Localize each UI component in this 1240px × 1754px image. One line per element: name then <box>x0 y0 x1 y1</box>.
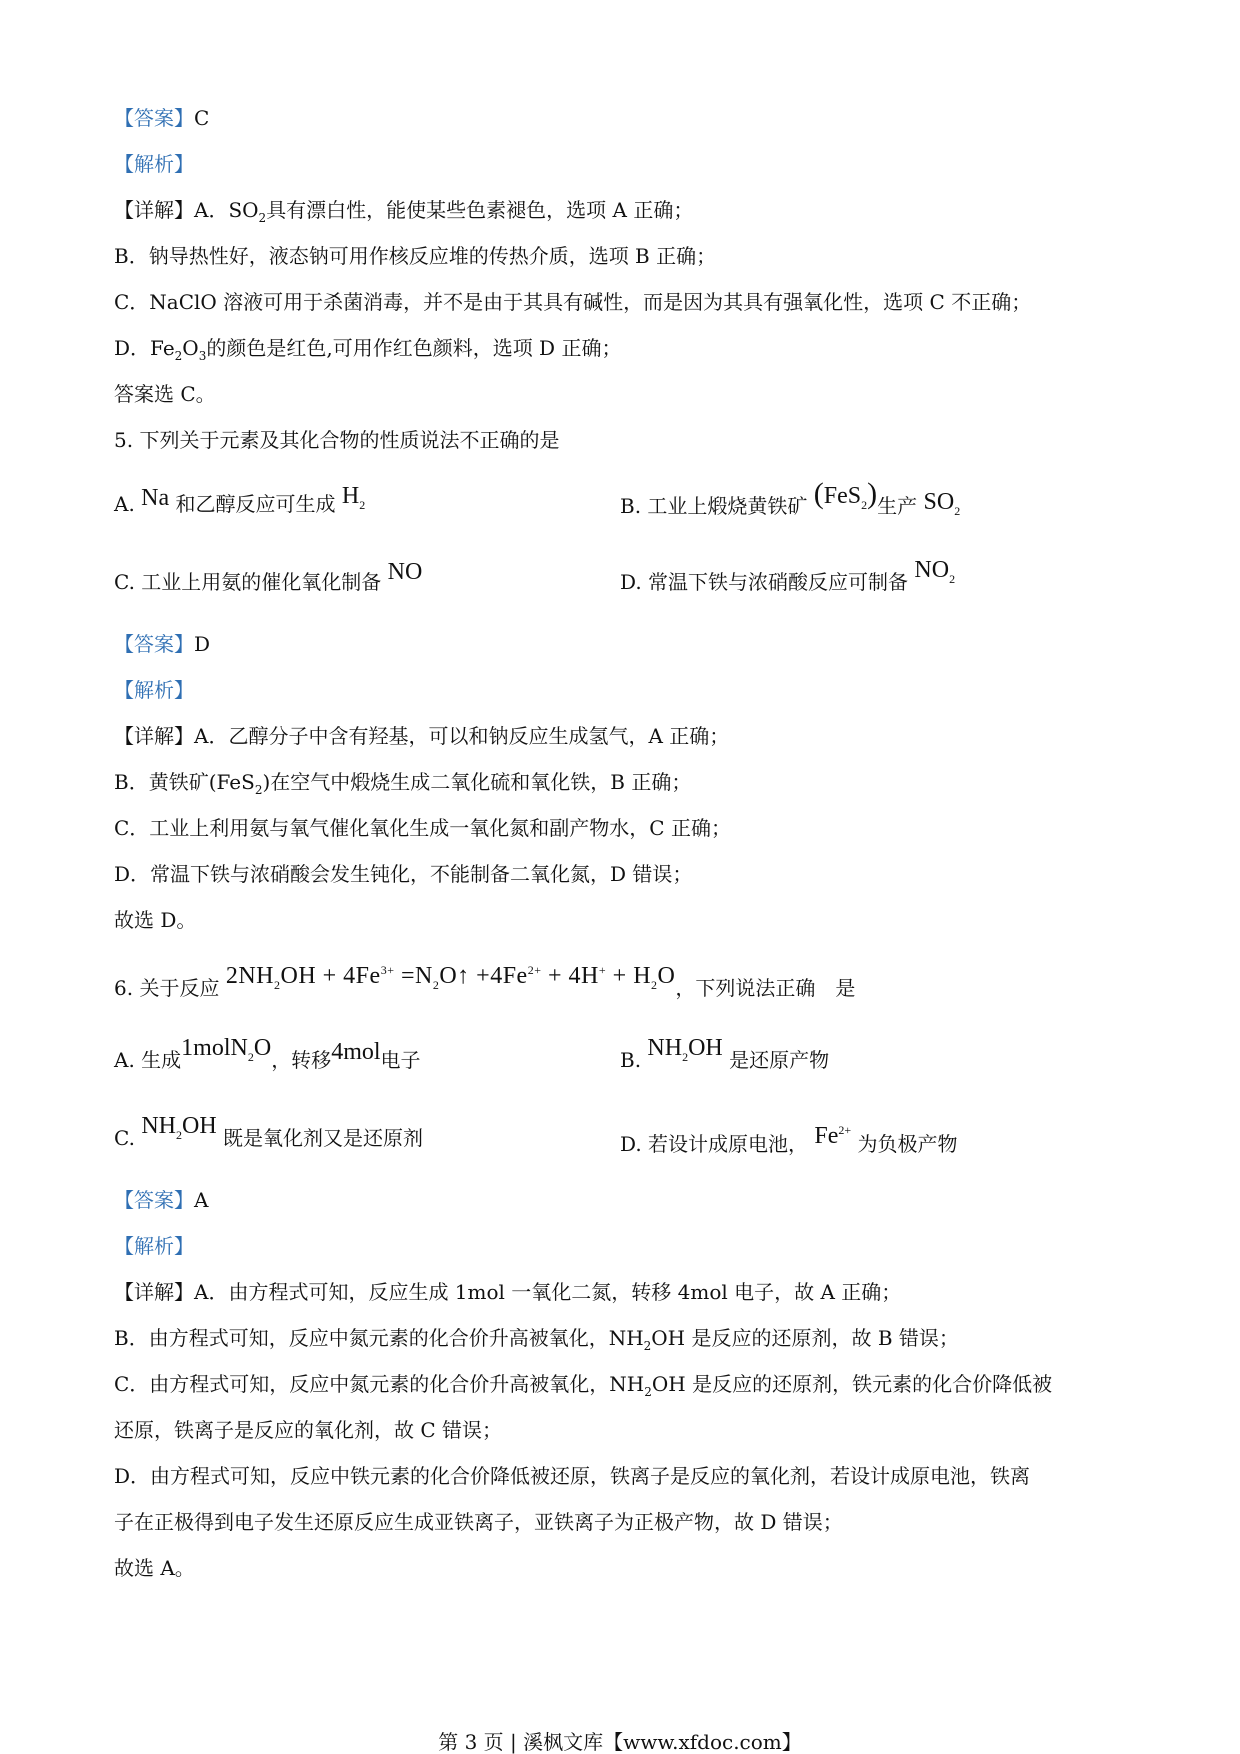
answer-value: A <box>194 1188 209 1212</box>
q4-detail-c: C．NaClO 溶液可用于杀菌消毒，并不是由于其具有碱性，而是因为其具有强氧化性，选项 C 不正确； <box>114 290 1032 314</box>
q5-option-d: D. 常温下铁与浓硝酸反应可制备 $NO_2$ <box>620 557 956 594</box>
q4-detail-a: 【详解】A．$SO_2$具有漂白性，能使某些色素褪色，选项 A 正确； <box>114 198 694 225</box>
q4-answer-line <box>114 104 209 132</box>
q5-conclusion: 故选 D。 <box>114 908 197 932</box>
answer-tag: 【答案】 <box>114 1188 194 1212</box>
detail-tag: 【详解】 <box>114 724 194 748</box>
q6-answer-line <box>114 1186 208 1214</box>
q4-conclusion: 答案选 C。 <box>114 382 216 406</box>
q5-option-a: A. Na 和乙醇反应可生成 $H_2$ <box>114 483 366 516</box>
q5-answer-line <box>114 630 210 658</box>
q5-detail-c: C．工业上利用氨与氧气催化氧化生成一氧化氮和副产物水，C 正确； <box>114 816 731 840</box>
answer-value: D <box>194 632 211 656</box>
q6-analysis-tag: 【解析】 <box>114 1234 194 1258</box>
answer-tag: 【答案】 <box>114 106 194 130</box>
q6-option-a: A. 生成1molN$_2$O，转移4mol电子 <box>114 1035 421 1072</box>
q6-stem: 6. 关于反应 $2NH_2OH + 4Fe^{3+}$ $=N_2O↑ +4Fe^{2+} + 4H^+ + H_2O$，下列说法正确 是 <box>114 963 856 1000</box>
q6-detail-b: B．由方程式可知，反应中氮元素的化合价升高被氧化，$NH_2OH$ 是反应的还原剂，故 B 错误； <box>114 1326 959 1353</box>
q4-detail-b: B．钠导热性好，液态钠可用作核反应堆的传热介质，选项 B 正确； <box>114 244 717 268</box>
detail-tag: 【详解】 <box>114 198 194 222</box>
detail-tag: 【详解】 <box>114 1280 194 1304</box>
q4-analysis-tag: 【解析】 <box>114 152 194 176</box>
q6-detail-d-line2: 子在正极得到电子发生还原反应生成亚铁离子，亚铁离子为正极产物，故 D 错误； <box>114 1510 843 1534</box>
q5-analysis-tag: 【解析】 <box>114 678 194 702</box>
q5-detail-d: D．常温下铁与浓硝酸会发生钝化，不能制备二氧化氮，D 错误； <box>114 862 693 886</box>
q6-detail-d-line1: D．由方程式可知，反应中铁元素的化合价降低被还原，铁离子是反应的氧化剂，若设计成原电池，铁离 <box>114 1464 1031 1488</box>
q4-detail-d: D．$Fe_2O_3$的颜色是红色,可用作红色颜料，选项 D 正确； <box>114 336 622 363</box>
q6-detail-c-line1: C．由方程式可知，反应中氮元素的化合价升高被氧化，$NH_2OH$ 是反应的还原剂，铁元素的化合价降低被 <box>114 1372 1053 1399</box>
q5-option-b: B. 工业上煅烧黄铁矿 (FeS$_2$)生产 $SO_2$ <box>620 477 961 518</box>
q6-option-c: C. $NH_2OH$ 既是氧化剂又是还原剂 <box>114 1113 424 1150</box>
q5-detail-a: 【详解】A．乙醇分子中含有羟基，可以和钠反应生成氢气，A 正确； <box>114 724 730 748</box>
answer-value: C <box>194 106 210 130</box>
q5-stem: 5. 下列关于元素及其化合物的性质说法不正确的是 <box>114 428 560 452</box>
q6-equation: $2NH_2OH + 4Fe^{3+}$ $=N_2O↑ +4Fe^{2+} + 4H^+ + H_2O$ <box>225 963 676 992</box>
answer-tag: 【答案】 <box>114 632 194 656</box>
q5-detail-b: B．黄铁矿(FeS$_2$)在空气中煅烧生成二氧化硫和氧化铁，B 正确； <box>114 770 692 797</box>
page-footer: 第 3 页 | 溪枫文库【www.xfdoc.com】 <box>438 1730 802 1754</box>
q6-option-b: B. $NH_2OH$ 是还原产物 <box>620 1035 830 1072</box>
q6-option-d: D. 若设计成原电池， $Fe^{2+}$ 为负极产物 <box>620 1123 958 1156</box>
q5-option-c: C. 工业上用氨的催化氧化制备 NO <box>114 559 423 594</box>
q6-detail-a: 【详解】A．由方程式可知，反应生成 1mol 一氧化二氮，转移 4mol 电子，故 A 正确； <box>114 1280 902 1304</box>
q6-conclusion: 故选 A。 <box>114 1556 195 1580</box>
q6-detail-c-line2: 还原，铁离子是反应的氧化剂，故 C 错误； <box>114 1418 503 1442</box>
